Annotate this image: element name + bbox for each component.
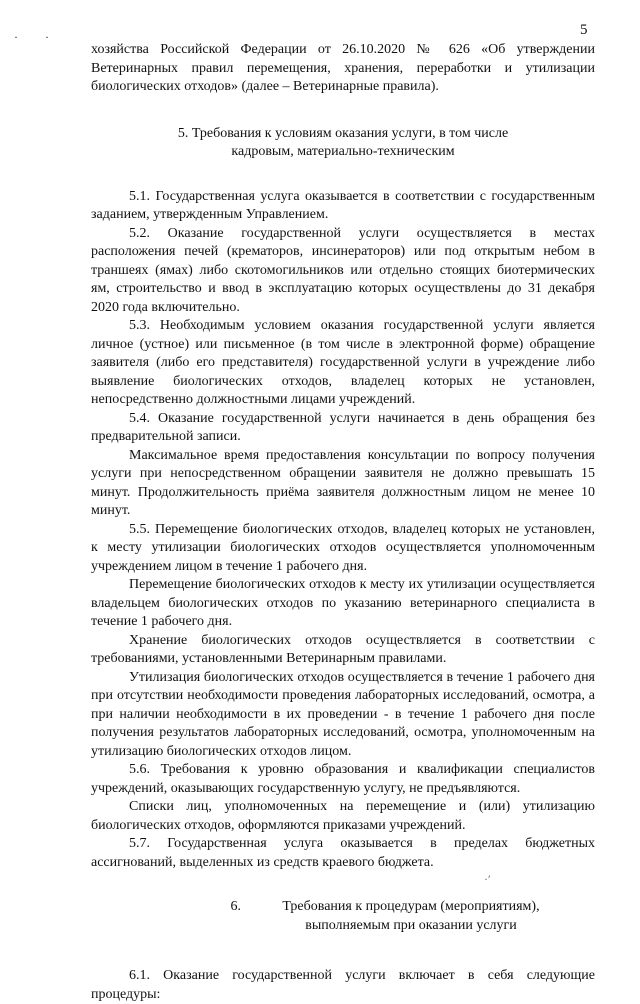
paragraph: Максимальное время предоставления консультации по вопросу получения услуги при непосредственном обращении заявителя не должно превышать 15 минут. Продолжительность приёма заявителя должностным лицом не менее 10 минут. <box>91 447 595 518</box>
section-6-heading-line1: Требования к процедурам (мероприятиям), <box>282 899 540 914</box>
paragraph: Перемещение биологических отходов к месту их утилизации осуществляется владельцем биологических отходов по указанию ветеринарного специалиста в течение 1 рабочего дня. <box>91 577 595 629</box>
paragraph: 5.5. Перемещение биологических отходов, владелец которых не установлен, к месту утилизации биологических отходов осуществляется уполномоченным учреждением лицом в течение 1 рабочего дня. <box>91 521 595 574</box>
paragraph-6-1: 6.1. Оказание государственной услуги включает в себя следующие процедуры: <box>91 968 595 1002</box>
section-6-heading-line2: выполняемым при оказании услуги <box>305 917 517 933</box>
section-6-number: 6. <box>230 899 241 914</box>
page-number: 5 <box>580 22 588 38</box>
paragraph: 5.2. Оказание государственной услуги осуществляется в местах расположения печей (крематоров, инсинераторов) или под открытым небом в траншеях (ямах) либо скотомогильников или отдельно стоящих биотермических ям, строительство и ввод в эксплуатацию которых осуществлены до 31 декабря 2020 года включительно. <box>91 225 595 315</box>
section-5-heading-line1: 5. Требования к условиям оказания услуги, в том числе <box>177 125 509 141</box>
document-body <box>91 41 595 1004</box>
paragraph: 5.3. Необходимым условием оказания государственной услуги является личное (устное) или письменное (в том числе в электронной форме) обращение заявителя (либо его представителя) государственной услуги в учреждение либо выявление биологических отходов, владелец которых не установлен, непосредственно должностными лицами учреждений. <box>91 318 595 407</box>
paragraph: Хранение биологических отходов осуществляется в соответствии с требованиями, установленными Ветеринарным правилами. <box>91 632 595 666</box>
paragraph: 5.1. Государственная услуга оказывается в соответствии с государственным заданием, утвержденным Управлением. <box>91 188 595 222</box>
intro-paragraph: хозяйства Российской Федерации от 26.10.2020 № 626 «Об утверждении Ветеринарных правил перемещения, хранения, переработки и утилизации биологических отходов» (далее – Ветеринарные правила). <box>91 42 595 94</box>
paragraph: 5.4. Оказание государственной услуги начинается в день обращения без предварительной записи. <box>91 410 595 444</box>
scan-mark: ·′ <box>484 872 491 886</box>
paragraph: 5.7. Государственная услуга оказывается в пределах бюджетных ассигнований, выделенных из средств краевого бюджета. <box>91 836 595 870</box>
paragraph: Утилизация биологических отходов осуществляется в течение 1 рабочего дня при отсутствии необходимости проведения лабораторных исследований, осмотра, а при наличии необходимости в их проведении - в течение 1 рабочего дня после получения результатов лабораторных исследований, осмотра, уполномоченным на утилизацию биологических отходов лицом. <box>91 669 595 759</box>
paragraph: Списки лиц, уполномоченных на перемещение и (или) утилизацию биологических отходов, оформляются приказами учреждений. <box>91 799 595 833</box>
section-5-heading <box>91 125 595 162</box>
section-5-heading-line2: кадровым, материально-техническим <box>231 144 455 159</box>
paragraph: 5.6. Требования к уровню образования и квалификации специалистов учреждений, оказывающих государственную услугу, не предъявляются. <box>91 762 595 796</box>
section-6-heading <box>91 898 595 935</box>
scan-dots: · · <box>14 30 61 44</box>
section-6-title <box>251 898 571 935</box>
